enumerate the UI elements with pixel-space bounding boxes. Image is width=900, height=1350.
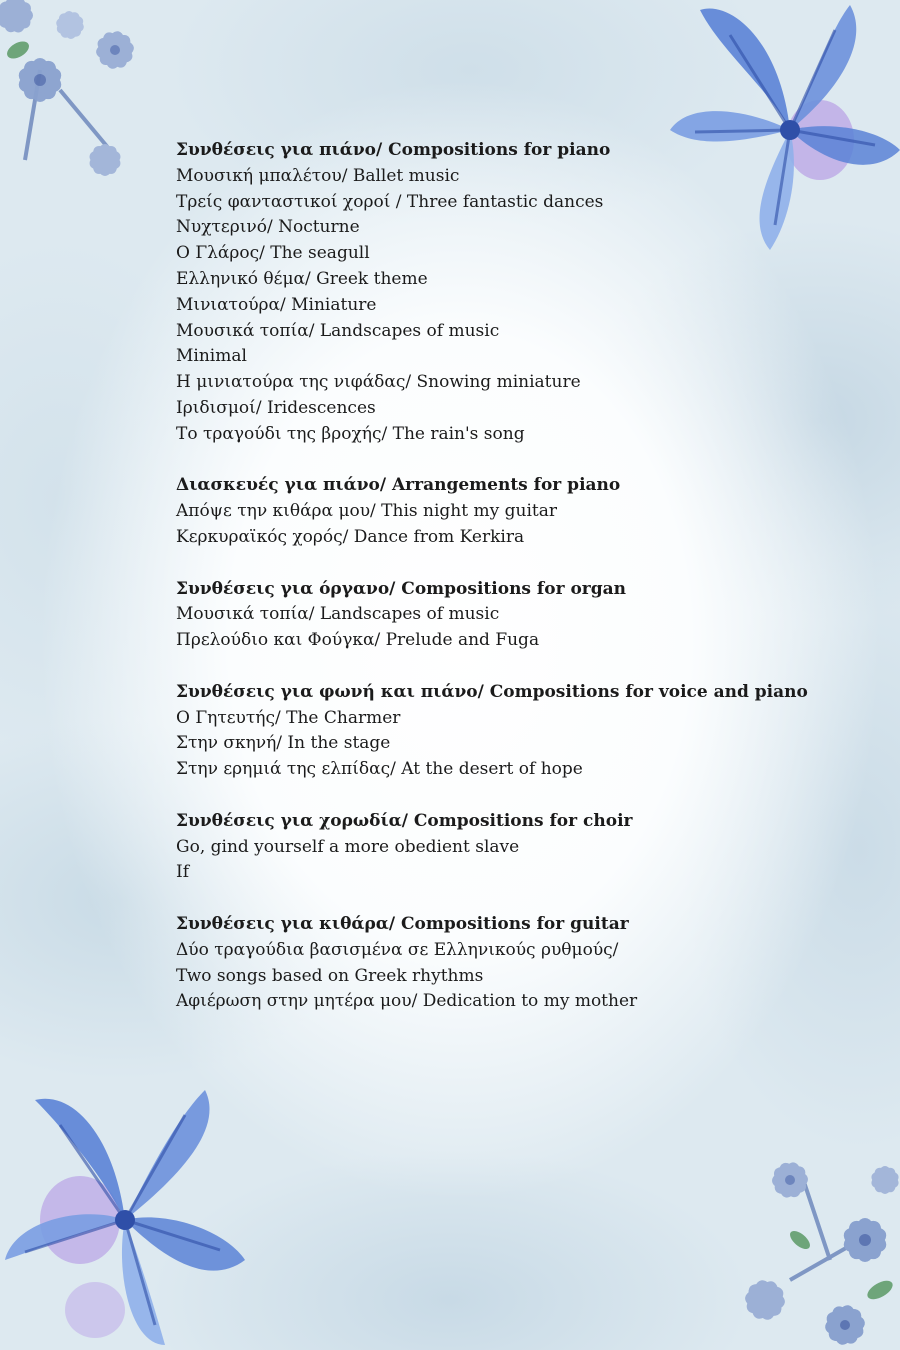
list-item: Minimal bbox=[176, 346, 247, 367]
section-guitar-compositions bbox=[176, 912, 776, 1015]
list-item: Ο Γλάρος/ The seagull bbox=[176, 243, 370, 264]
section-choir-compositions bbox=[176, 809, 776, 886]
compositions-list bbox=[176, 138, 808, 1041]
list-item: Μινιατούρα/ Miniature bbox=[176, 294, 377, 315]
list-item: Μουσικά τοπία/ Landscapes of music bbox=[176, 604, 500, 625]
section-heading: Συνθέσεις για όργανο/ Compositions for organ bbox=[176, 578, 627, 599]
list-item: Two songs based on Greek rhythms bbox=[176, 965, 484, 986]
section-heading: Συνθέσεις για φωνή και πιάνο/ Compositions for voice and piano bbox=[176, 681, 808, 702]
small-flowers-bottom-right-decoration bbox=[730, 1150, 900, 1350]
section-heading: Διασκευές για πιάνο/ Arrangements for piano bbox=[176, 475, 621, 496]
section-heading: Συνθέσεις για χορωδία/ Compositions for choir bbox=[176, 810, 633, 831]
section-voice-piano-compositions bbox=[176, 680, 808, 783]
list-item: If bbox=[176, 862, 190, 883]
list-item: Νυχτερινό/ Nocturne bbox=[176, 217, 360, 238]
list-item: Απόψε την κιθάρα μου/ This night my guitar bbox=[176, 501, 557, 522]
section-organ-compositions bbox=[176, 577, 776, 654]
list-item: Στην σκηνή/ In the stage bbox=[176, 733, 391, 754]
section-piano-arrangements bbox=[176, 473, 776, 550]
list-item: Αφιέρωση στην μητέρα μου/ Dedication to my mother bbox=[176, 991, 638, 1012]
list-item: Μουσικά τοπία/ Landscapes of music bbox=[176, 320, 500, 341]
section-piano-compositions bbox=[176, 138, 776, 448]
list-item: Τρείς φανταστικοί χοροί / Three fantastic dances bbox=[176, 191, 604, 212]
section-heading: Συνθέσεις για κιθάρα/ Compositions for guitar bbox=[176, 913, 629, 934]
list-item: Η μινιατούρα της νιφάδας/ Snowing miniature bbox=[176, 372, 581, 393]
list-item: Go, gind yourself a more obedient slave bbox=[176, 836, 520, 857]
blue-flower-bottom-left-decoration bbox=[0, 1070, 260, 1350]
list-item: Μουσική μπαλέτου/ Ballet music bbox=[176, 165, 460, 186]
list-item: Ο Γητευτής/ The Charmer bbox=[176, 707, 401, 728]
list-item: Στην ερημιά της ελπίδας/ At the desert of hope bbox=[176, 759, 583, 780]
list-item: Το τραγούδι της βροχής/ The rain's song bbox=[176, 423, 525, 444]
list-item: Πρελούδιο και Φούγκα/ Prelude and Fuga bbox=[176, 630, 540, 651]
small-flowers-top-left-decoration bbox=[0, 0, 170, 200]
list-item: Ελληνικό θέμα/ Greek theme bbox=[176, 268, 428, 289]
list-item: Κερκυραϊκός χορός/ Dance from Kerkira bbox=[176, 526, 525, 547]
list-item: Δύο τραγούδια βασισμένα σε Ελληνικούς ρυθμούς/ bbox=[176, 939, 619, 960]
list-item: Ιριδισμοί/ Iridescences bbox=[176, 397, 376, 418]
section-heading: Συνθέσεις για πιάνο/ Compositions for piano bbox=[176, 140, 611, 160]
